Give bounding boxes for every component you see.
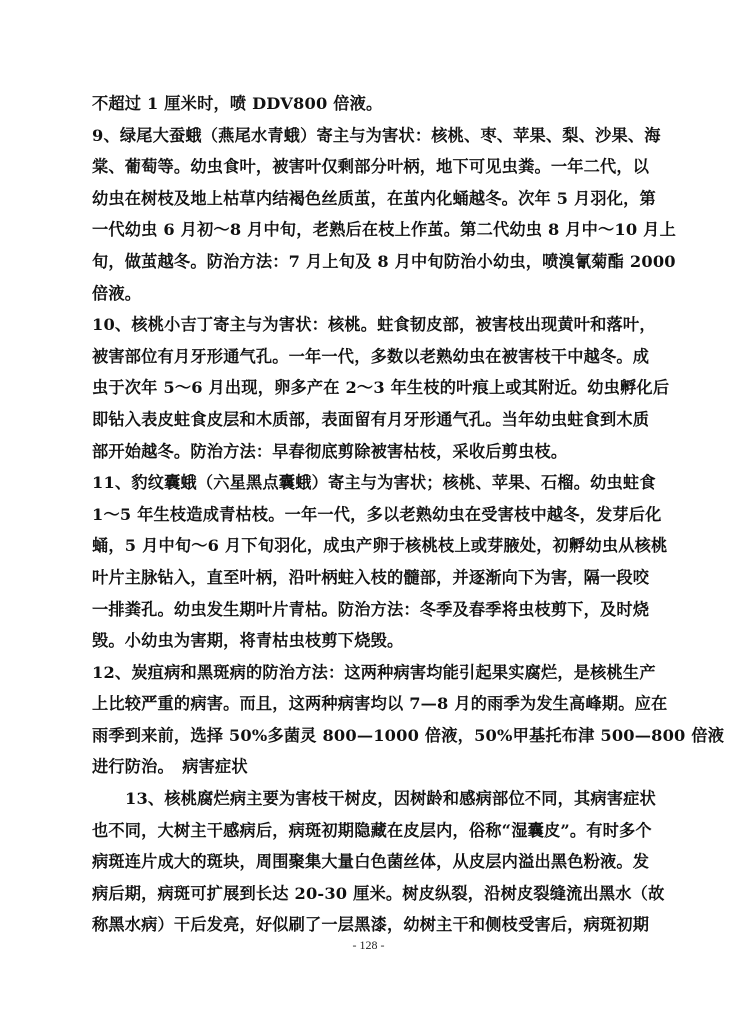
body-text [92,88,725,941]
text-line: 病后期，病斑可扩展到长达 20-30 厘米。树皮纵裂，沿树皮裂缝流出黑水（故 [92,883,665,903]
text-line: 叶片主脉钻入，直至叶柄，沿叶柄蛀入枝的髓部，并逐渐向下为害，隔一段咬 [92,567,650,587]
text-line: 13、核桃腐烂病主要为害枝干树皮，因树龄和感病部位不同，其病害症状 [125,789,656,809]
text-line: 幼虫在树枝及地上枯草内结褐色丝质茧，在茧内化蛹越冬。次年 5 月羽化，第 [92,188,656,208]
text-line: 不超过 1 厘米时，喷 DDV800 倍液。 [92,94,383,113]
text-line: 雨季到来前，选择 50%多菌灵 800—1000 倍液，50%甲基托布津 500—800 倍液 [92,725,725,745]
text-line: 倍液。 [92,283,142,303]
text-line: 9、绿尾大蚕蛾（燕尾水青蛾）寄主与为害状：核桃、枣、苹果、梨、沙果、海 [92,125,661,145]
text-line: 部开始越冬。防治方法：早春彻底剪除被害枯枝，采收后剪虫枝。 [92,441,568,461]
text-line: 也不同，大树主干感病后，病斑初期隐藏在皮层内，俗称“湿囊皮”。有时多个 [92,820,652,840]
text-line: 进行防治。 病害症状 [92,757,248,777]
page-number: - 128 - [352,938,385,952]
text-line: 12、炭疽病和黑斑病的防治方法：这两种病害均能引起果实腐烂，是核桃生产 [92,662,656,682]
text-line: 一排粪孔。幼虫发生期叶片青枯。防治方法：冬季及春季将虫枝剪下，及时烧 [92,599,650,619]
text-line: 称黑水病）干后发亮，好似刷了一层黑漆，幼树主干和侧枝受害后，病斑初期 [92,915,650,935]
text-line: 即钻入表皮蛀食皮层和木质部，表面留有月牙形通气孔。当年幼虫蛀食到木质 [92,409,650,429]
text-line: 病斑连片成大的斑块，周围聚集大量白色菌丝体，从皮层内溢出黑色粉液。发 [92,852,650,872]
text-line: 旬，做茧越冬。防治方法：7 月上旬及 8 月中旬防治小幼虫，喷溴氰菊酯 2000 [92,251,676,271]
text-line: 1～5 年生枝造成青枯枝。一年一代，多以老熟幼虫在受害枝中越冬，发芽后化 [92,504,662,524]
text-line: 毁。小幼虫为害期，将青枯虫枝剪下烧毁。 [92,631,404,651]
text-line: 上比较严重的病害。而且，这两种病害均以 7—8 月的雨季为发生高峰期。应在 [92,694,668,714]
text-line: 10、核桃小吉丁寄主与为害状：核桃。蛀食韧皮部，被害枝出现黄叶和落叶， [92,315,656,335]
text-line: 11、豹纹囊蛾（六星黑点囊蛾）寄主与为害状；核桃、苹果、石榴。幼虫蛀食 [92,473,656,493]
text-line: 棠、葡萄等。幼虫食叶，被害叶仅剩部分叶柄，地下可见虫粪。一年二代，以 [92,157,650,177]
text-line: 虫于次年 5～6 月出现，卵多产在 2～3 年生枝的叶痕上或其附近。幼虫孵化后 [92,378,670,398]
text-line: 蛹，5 月中旬～6 月下旬羽化，成虫产卵于核桃枝上或芽腋处，初孵幼虫从核桃 [92,536,668,556]
text-line: 一代幼虫 6 月初～8 月中旬，老熟后在枝上作茧。第二代幼虫 8 月中～10 月上 [92,220,676,240]
text-line: 被害部位有月牙形通气孔。一年一代，多数以老熟幼虫在被害枝干中越冬。成 [92,346,650,366]
